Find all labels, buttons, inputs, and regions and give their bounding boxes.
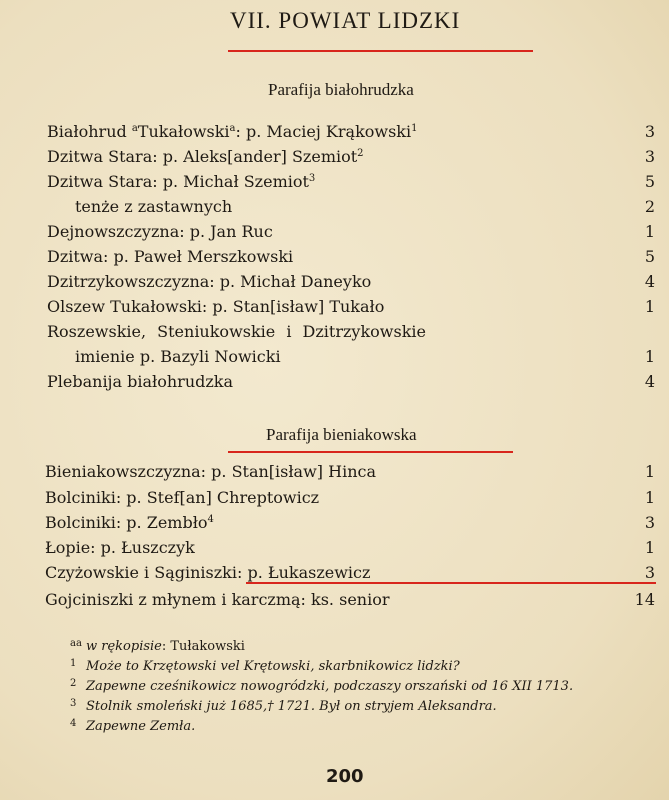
row-count: 5 [644, 172, 655, 191]
row-count: 1 [644, 297, 655, 316]
row-count: 1 [644, 347, 655, 366]
page-title: VII. POWIAT LIDZKI [230, 8, 461, 33]
row-count: 14 [634, 590, 655, 609]
row-count: 1 [644, 488, 655, 507]
section-heading-bieniakowska: Parafija bieniakowska [266, 425, 417, 444]
table-row: Dejnowszczyzna: p. Jan Ruc 1 [47, 222, 655, 241]
row-count: 4 [644, 272, 655, 291]
table-row: Bolciniki: p. Zembło$^4$ 3 [45, 513, 655, 532]
footnote: 4 Zapewne Zemła. [70, 718, 196, 734]
table-row: Roszewskie, Steniukowskie i Dzitrzykowskie [47, 322, 426, 341]
table-row: Dzitwa Stara: p. Michał Szemiot$^3$ 5 [47, 172, 655, 191]
table-row: tenże z zastawnych 2 [75, 197, 655, 216]
row-count: 5 [644, 247, 655, 266]
row-count: 4 [644, 372, 655, 391]
footnote: 3 Stolnik smoleński już 1685,† 1721. Był on stryjem Aleksandra. [70, 698, 497, 714]
row-count: 1 [644, 538, 655, 557]
table-row: Bieniakowszczyzna: p. Stan[isław] Hinca 1 [45, 462, 655, 481]
table-row: Bolciniki: p. Stef[an] Chreptowicz 1 [45, 488, 655, 507]
row-count: 1 [644, 462, 655, 481]
section-underline [228, 451, 513, 453]
footnote: 2 Zapewne cześnikowicz nowogródzki, podczaszy orszański od 16 XII 1713. [70, 678, 574, 694]
row-count: 3 [644, 513, 655, 532]
row-count: 1 [644, 222, 655, 241]
table-row: Dzitwa Stara: p. Aleks[ander] Szemiot$^2$ 3 [47, 147, 655, 166]
row-count: 2 [644, 197, 655, 216]
page-number: 200 [326, 766, 364, 787]
table-row: Olszew Tukałowski: p. Stan[isław] Tukało 1 [47, 297, 655, 316]
row-count: 3 [644, 147, 655, 166]
footnote: aa w rękopisie: Tułakowski [70, 638, 245, 654]
row-count: 3 [644, 563, 655, 582]
row-underline [246, 582, 656, 584]
section-heading-bialohrudzka: Parafija białohrudzka [268, 80, 414, 99]
table-row: imienie p. Bazyli Nowicki 1 [75, 347, 655, 366]
table-row: Plebanija białohrudzka 4 [47, 372, 655, 391]
table-row: Dzitrzykowszczyzna: p. Michał Daneyko 4 [47, 272, 655, 291]
table-row: Łopie: p. Łuszczyk 1 [45, 538, 655, 557]
table-row: Gojciniszki z młynem i karczmą: ks. senior 14 [45, 590, 655, 609]
title-underline [228, 50, 533, 52]
footnotes [70, 638, 573, 738]
table-row: Białohrud $^a$Tukałowski$^a$: p. Maciej Krąkowski$^1$ 3 [47, 122, 655, 141]
table-row: Dzitwa: p. Paweł Merszkowski 5 [47, 247, 655, 266]
row-count: 3 [644, 122, 655, 141]
footnote: 1 Może to Krzętowski vel Krętowski, skarbnikowicz lidzki? [70, 658, 460, 674]
table-row: Czyżowskie i Sąginiszki: p. Łukaszewicz 3 [45, 563, 655, 582]
